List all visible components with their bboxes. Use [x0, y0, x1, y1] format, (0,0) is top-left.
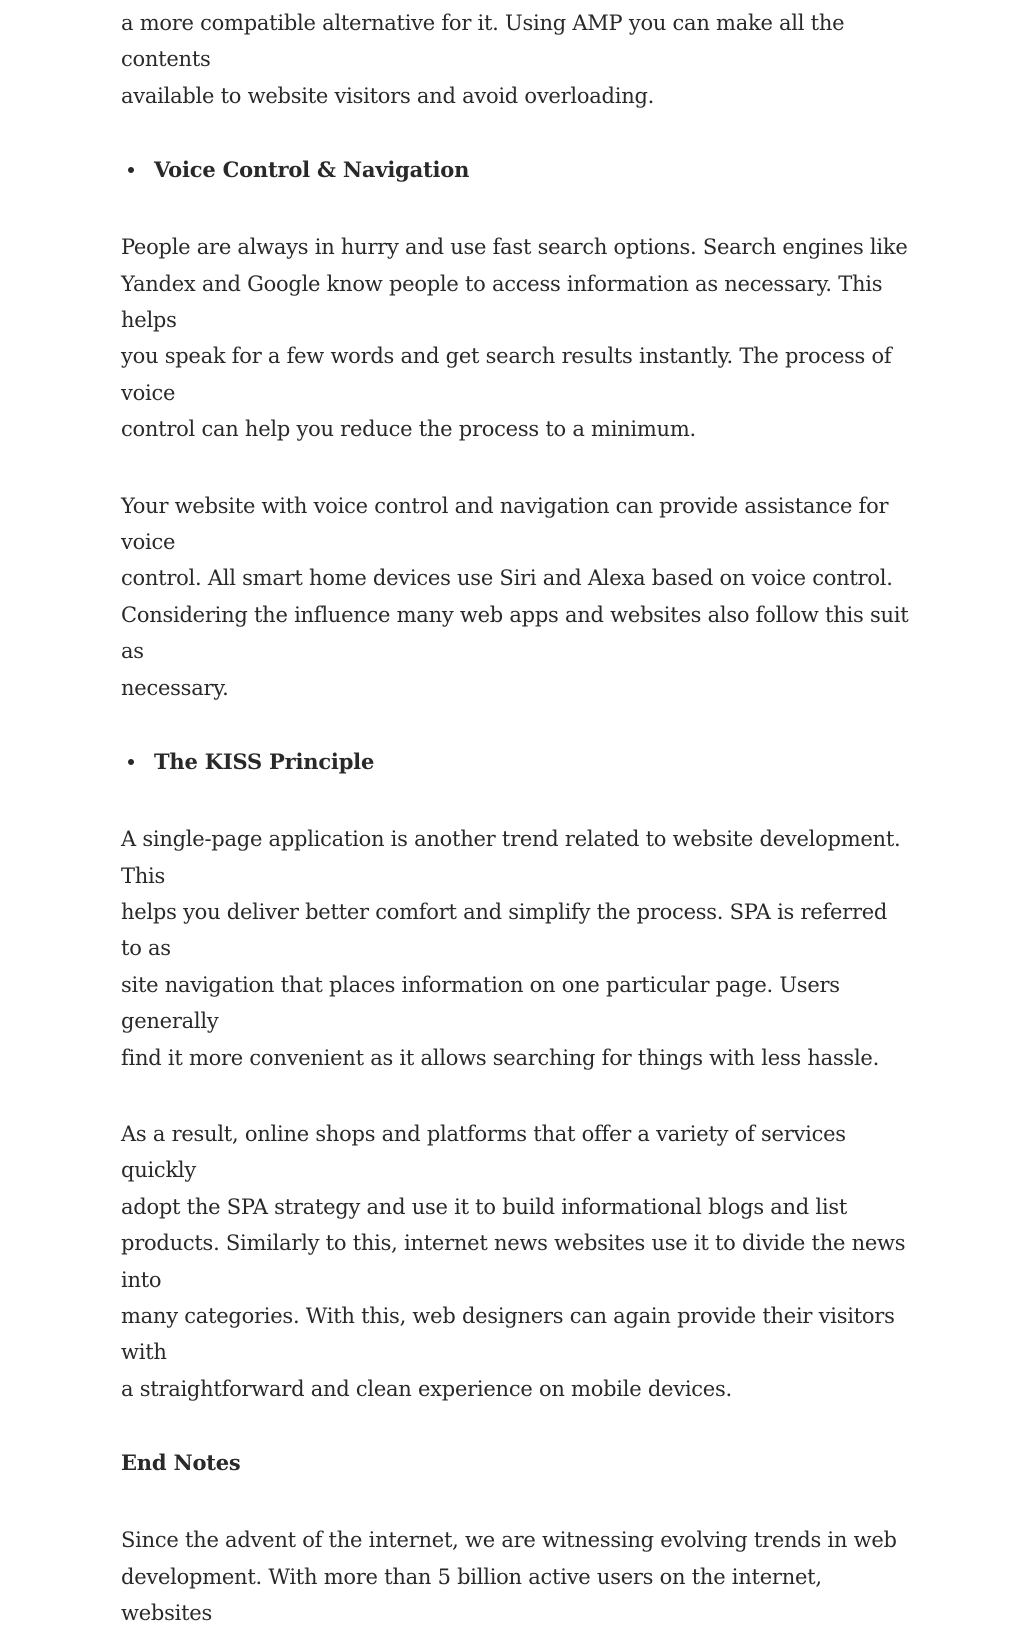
- article-body: [121, 5, 911, 1631]
- voice-control-paragraph-1: People are always in hurry and use fast search options. Search engines like Yandex and Google know people to access information as necessary. This helps you speak for a few words and get search results instantly. The process of voice control can help you reduce the process to a minimum.: [121, 235, 908, 442]
- kiss-principle-paragraph-1: A single-page application is another trend related to website development. This helps you deliver better comfort and simplify the process. SPA is referred to as site navigation that places information on one particular page. Users generally find it more convenient as it allows searching for things with less hassle.: [121, 827, 901, 1070]
- section-heading-text: The KISS Principle: [154, 749, 375, 775]
- end-notes-heading: End Notes: [121, 1450, 241, 1476]
- end-notes-paragraph: Since the advent of the internet, we are witnessing evolving trends in web development. With more than 5 billion active users on the internet, websites: [121, 1528, 897, 1625]
- bullet-icon: [128, 167, 134, 173]
- section-heading-kiss-principle: [121, 744, 911, 780]
- section-heading-text: Voice Control & Navigation: [154, 157, 470, 183]
- intro-paragraph: a more compatible alternative for it. Using AMP you can make all the contents available to website visitors and avoid overloading.: [121, 11, 845, 108]
- voice-control-paragraph-2: Your website with voice control and navigation can provide assistance for voice control. All smart home devices use Siri and Alexa based on voice control. Considering the influence many web apps and websites also follow this suit as necessary.: [121, 493, 909, 700]
- kiss-principle-paragraph-2: As a result, online shops and platforms that offer a variety of services quickly adopt the SPA strategy and use it to build informational blogs and list products. Similarly to this, internet news websites use it to divide the news into many categories. With this, web designers can again provide their visitors with a straightforward and clean experience on mobile devices.: [121, 1121, 906, 1401]
- bullet-icon: [128, 759, 134, 765]
- section-heading-voice-control: [121, 152, 911, 188]
